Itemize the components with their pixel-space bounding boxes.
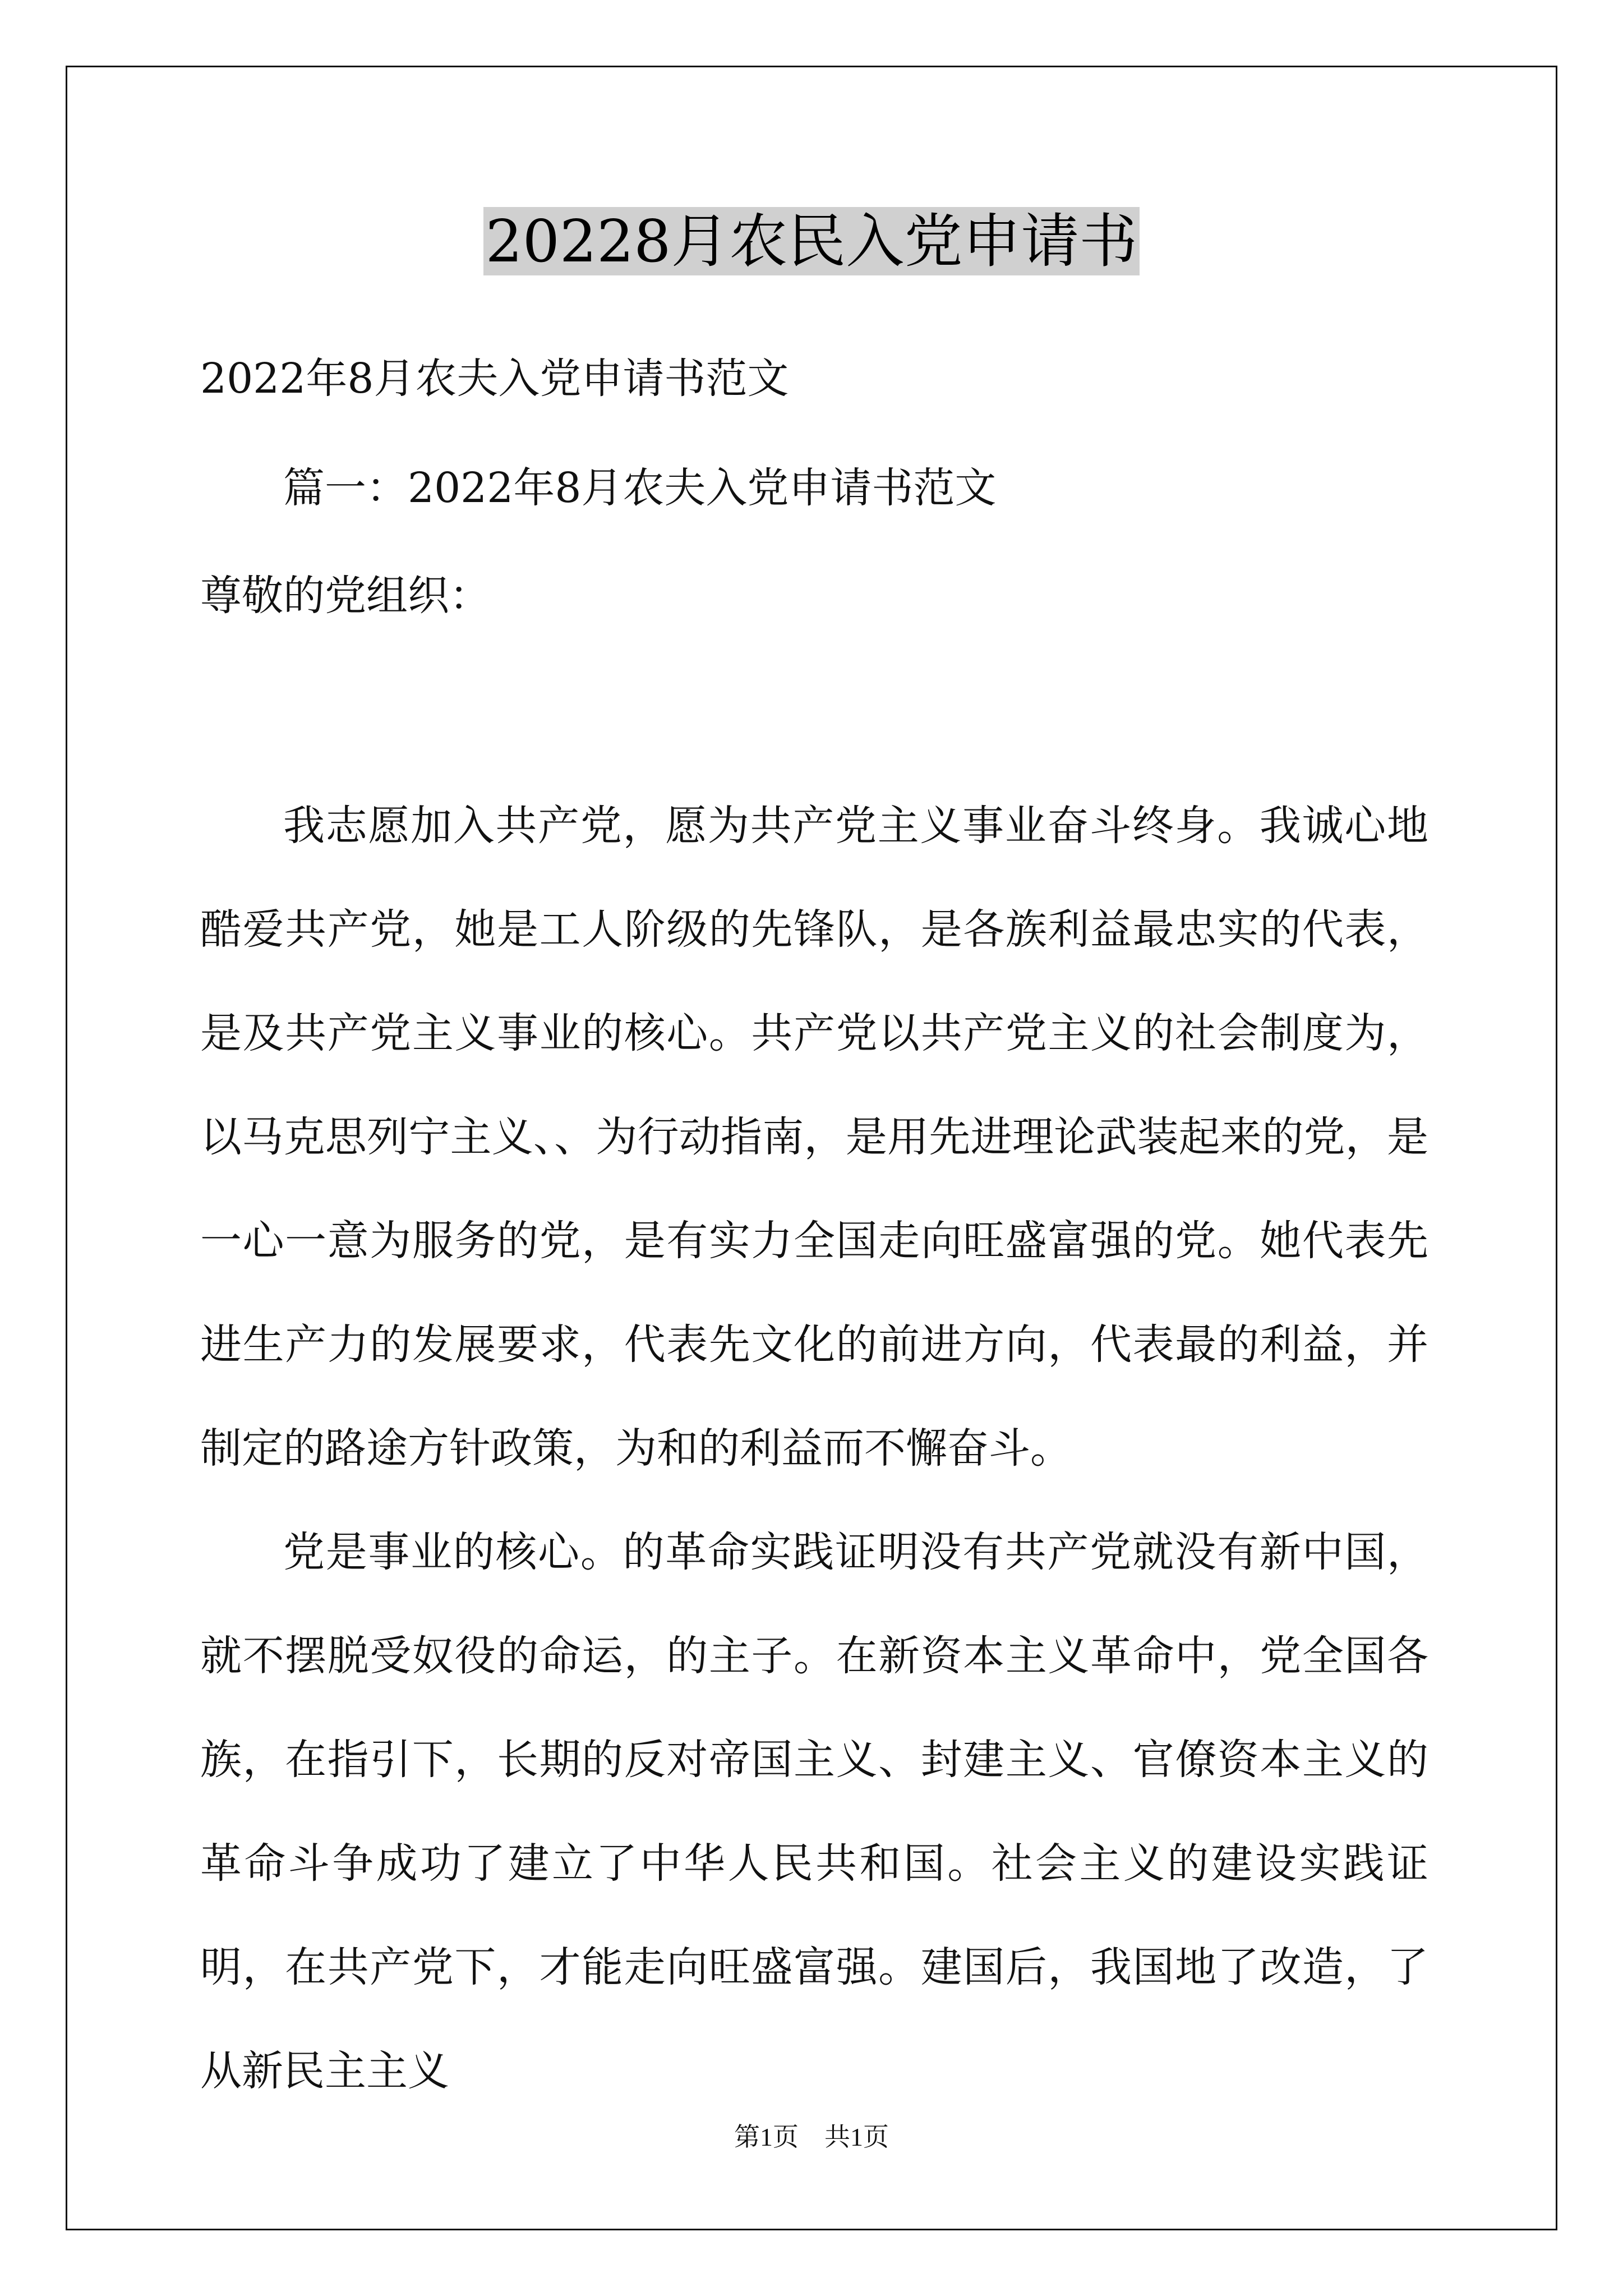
document-title: 20228月农民入党申请书: [0, 202, 1623, 280]
paragraph-2: 党是事业的核心。的革命实践证明没有共产党就没有新中国，就不摆脱受奴役的命运，的主子。在新资本主义革命中，党全国各族，在指引下，长期的反对帝国主义、封建主义、官僚资本主义的革命斗争成功了建立了中华人民共和国。社会主义的建设实践证明，在共产党下，才能走向旺盛富强。建国后，我国地了改造，了从新民主主义: [200, 1528, 1428, 2095]
salutation: 尊敬的党组织：: [200, 572, 491, 620]
document-body: [200, 774, 1428, 2123]
page-footer: 第1页 共1页: [734, 2123, 889, 2151]
paragraph-1: 我志愿加入共产党，愿为共产党主义事业奋斗终身。我诚心地酷爱共产党，她是工人阶级的先锋队，是各族利益最忠实的代表，是及共产党主义事业的核心。共产党以共产党主义的社会制度为，以马克思列宁主义、、为行动指南，是用先进理论武装起来的党，是一心一意为服务的党，是有实力全国走向旺盛富强的党。她代表先进生产力的发展要求，代表先文化的前进方向，代表最的利益，并制定的路途方针政策，为和的利益而不懈奋斗。: [200, 802, 1428, 1473]
document-subtitle: 2022年8月农夫入党申请书范文: [200, 355, 789, 403]
section-heading: 篇一：2022年8月农夫入党申请书范文: [283, 464, 997, 512]
